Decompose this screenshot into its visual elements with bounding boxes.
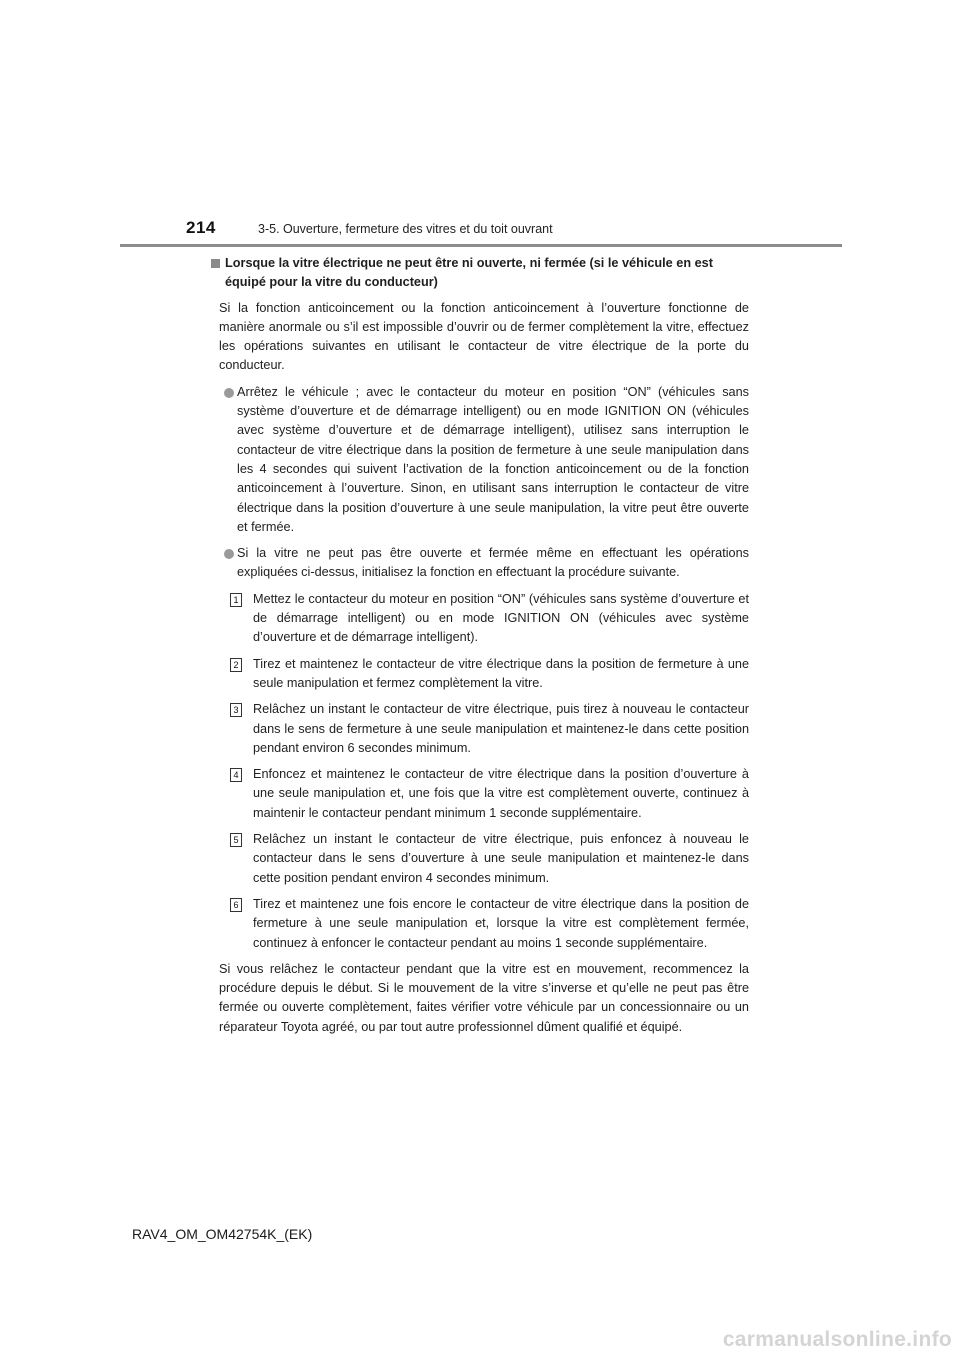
closing-paragraph: Si vous relâchez le contacteur pendant que la vitre est en mouvement, recommencez la procédure depuis le début. Si le mouvement de la vitre s’inverse et qu’elle ne peut pas être fermée ou ouverte complètement, faites vérifier votre véhicule par un concessionnaire ou un réparateur Toyota agréé, ou par tout autre professionnel dûment qualifié et équipé. — [219, 961, 749, 1034]
section-heading — [211, 254, 749, 293]
step-item — [211, 700, 749, 758]
bullet-item — [211, 544, 749, 583]
step-item — [211, 765, 749, 823]
bullet-text: Si la vitre ne peut pas être ouverte et fermée même en effectuant les opérations expliquées ci-dessus, initialisez la fonction en effectuant la procédure suivante. — [237, 546, 749, 580]
section-heading-text: Lorsque la vitre électrique ne peut être ni ouverte, ni fermée (si le véhicule en est équipé pour la vitre du conducteur) — [225, 256, 713, 290]
bullet-text: Arrêtez le véhicule ; avec le contacteur du moteur en position “ON” (véhicules sans système d’ouverture et de démarrage intelligent) ou en mode IGNITION ON (véhicules avec système d’ouverture et de démarrage intelligent), utilisez sans interruption le contacteur de vitre électrique dans la position de fermeture à une seule manipulation dans les 4 secondes qui suivent l’activation de la fonction anticoincement ou de la fonction anticoincement à l’ouverture. Sinon, en utilisant sans interruption le contacteur de vitre électrique dans la position d’ouverture à une seule manipulation, la vitre peut être ouverte et fermée. — [237, 384, 749, 534]
step-number: 3 — [230, 703, 242, 717]
section-title: 3-5. Ouverture, fermeture des vitres et du toit ouvrant — [258, 222, 553, 236]
page-number: 214 — [186, 218, 216, 237]
step-text: Tirez et maintenez le contacteur de vitre électrique dans la position de fermeture à une seule manipulation et fermez complètement la vitre. — [253, 656, 749, 690]
circle-bullet-icon — [224, 549, 234, 559]
document-code: RAV4_OM_OM42754K_(EK) — [132, 1226, 313, 1242]
step-item — [211, 895, 749, 953]
step-item — [211, 590, 749, 648]
step-text: Relâchez un instant le contacteur de vitre électrique, puis tirez à nouveau le contacteur dans le sens de fermeture à une seule manipulation et maintenez-le dans cette position pendant environ 6 secondes minimum. — [253, 702, 749, 755]
main-content — [211, 254, 749, 1044]
intro-paragraph: Si la fonction anticoincement ou la fonction anticoincement à l’ouverture fonctionne de manière anormale ou s’il est impossible d’ouvrir ou de fermer complètement la vitre, effectuez les opérations suivantes en utilisant le contacteur de vitre électrique de la porte du conducteur. — [219, 300, 749, 373]
step-number: 4 — [230, 768, 242, 782]
step-text: Tirez et maintenez une fois encore le contacteur de vitre électrique dans la position de fermeture à une seule manipulation et, lorsque la vitre est complètement fermée, continuez à enfoncer le contacteur pendant au moins 1 seconde supplémentaire. — [253, 896, 749, 950]
step-text: Relâchez un instant le contacteur de vitre électrique, puis enfoncez à nouveau le contacteur dans le sens d’ouverture à une seule manipulation et maintenez-le dans cette position pendant environ 4 secondes minimum. — [253, 832, 749, 885]
header-divider — [120, 244, 842, 247]
page-header — [0, 0, 960, 250]
step-item — [211, 830, 749, 888]
step-number: 2 — [230, 658, 242, 672]
step-number: 6 — [230, 898, 242, 912]
step-text: Mettez le contacteur du moteur en position “ON” (véhicules sans système d’ouverture et de démarrage intelligent) ou en mode IGNITION ON (véhicules avec système d’ouverture et de démarrage intelligent). — [253, 591, 749, 645]
step-number: 1 — [230, 593, 242, 607]
step-item — [211, 655, 749, 694]
watermark: carmanualsonline.info — [722, 1328, 952, 1351]
square-bullet-icon — [211, 259, 220, 268]
bullet-item — [211, 383, 749, 537]
circle-bullet-icon — [224, 388, 234, 398]
step-text: Enfoncez et maintenez le contacteur de vitre électrique dans la position d’ouverture à une seule manipulation et, une fois que la vitre est complètement ouverte, continuez à maintenir le contacteur pendant minimum 1 seconde supplémentaire. — [253, 767, 749, 820]
step-number: 5 — [230, 833, 242, 847]
